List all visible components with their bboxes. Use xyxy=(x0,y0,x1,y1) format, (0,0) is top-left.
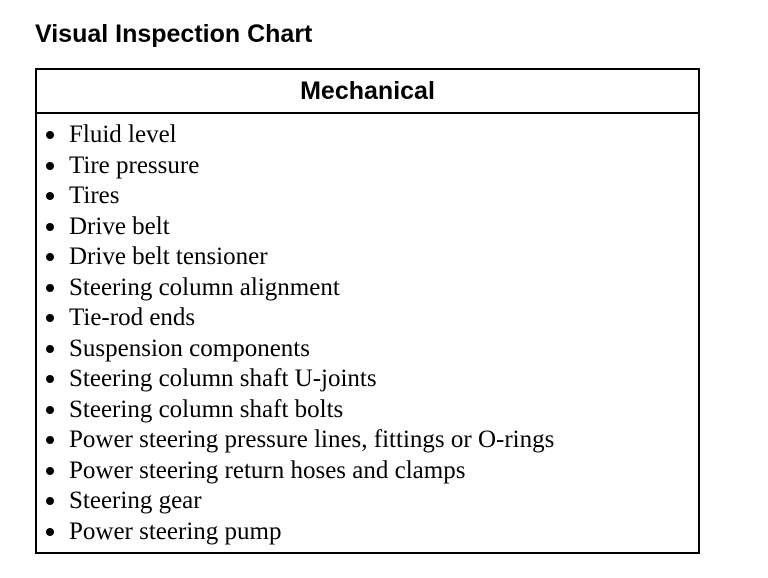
list-item xyxy=(37,364,698,395)
bullet-icon xyxy=(46,406,54,414)
item-label: Fluid level xyxy=(69,121,177,148)
item-label: Suspension components xyxy=(69,334,310,362)
item-label: Drive belt xyxy=(69,212,170,240)
list-item xyxy=(37,425,698,456)
item-label: Tires xyxy=(69,182,120,209)
bullet-icon xyxy=(46,314,54,322)
item-label: Power steering return hoses and clamps xyxy=(69,456,466,484)
bullet-icon xyxy=(46,162,54,170)
list-item xyxy=(37,456,698,487)
inspection-item-list xyxy=(37,114,698,547)
list-item xyxy=(37,242,698,273)
list-item xyxy=(37,517,698,548)
list-item xyxy=(37,303,698,334)
bullet-icon xyxy=(46,345,54,353)
item-label: Power steering pressure lines, fittings or O-rings xyxy=(69,426,555,453)
bullet-icon xyxy=(46,528,54,536)
list-item xyxy=(37,334,698,365)
item-label: Steering gear xyxy=(69,487,202,514)
item-label: Steering column alignment xyxy=(69,273,340,301)
item-label: Tie-rod ends xyxy=(69,304,196,331)
bullet-icon xyxy=(46,284,54,292)
list-item xyxy=(37,395,698,426)
bullet-icon xyxy=(46,192,54,200)
list-item xyxy=(37,181,698,212)
list-item xyxy=(37,486,698,517)
list-item xyxy=(37,151,698,182)
page-title: Visual Inspection Chart xyxy=(35,20,313,48)
bullet-icon xyxy=(46,375,54,383)
table-header: Mechanical xyxy=(37,70,698,114)
list-item xyxy=(37,212,698,243)
bullet-icon xyxy=(46,467,54,475)
bullet-icon xyxy=(46,223,54,231)
item-label: Drive belt tensioner xyxy=(69,243,268,270)
inspection-table xyxy=(35,68,700,554)
bullet-icon xyxy=(46,131,54,139)
item-label: Steering column shaft bolts xyxy=(69,395,344,423)
bullet-icon xyxy=(46,253,54,261)
bullet-icon xyxy=(46,436,54,444)
list-item xyxy=(37,273,698,304)
item-label: Power steering pump xyxy=(69,517,282,545)
bullet-icon xyxy=(46,497,54,505)
item-label: Tire pressure xyxy=(69,151,200,179)
item-label: Steering column shaft U-joints xyxy=(69,365,377,392)
list-item xyxy=(37,120,698,151)
